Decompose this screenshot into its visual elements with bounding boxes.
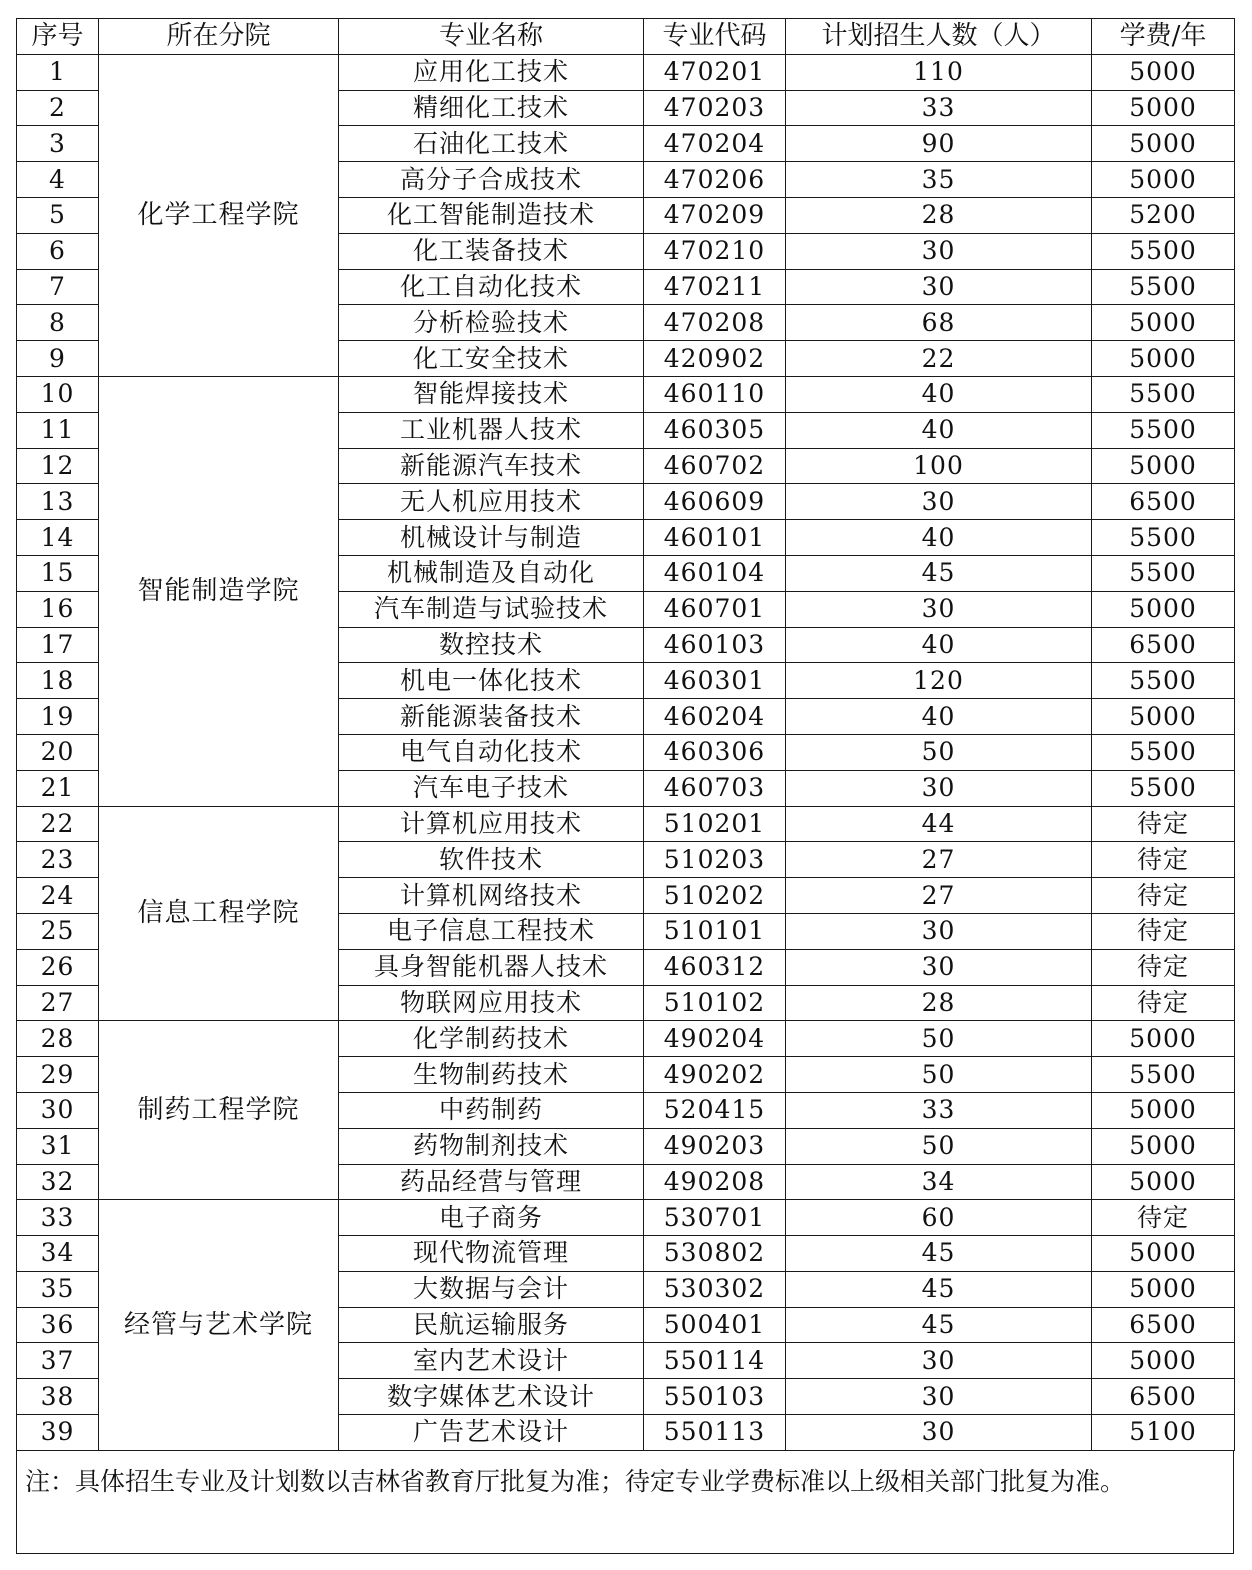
major-name: 智能焊接技术 bbox=[339, 376, 644, 412]
tuition-fee: 5500 bbox=[1092, 269, 1235, 305]
row-seq: 35 bbox=[17, 1271, 99, 1307]
major-name: 汽车电子技术 bbox=[339, 770, 644, 806]
major-name: 现代物流管理 bbox=[339, 1236, 644, 1272]
major-name: 室内艺术设计 bbox=[339, 1343, 644, 1379]
plan-count: 40 bbox=[786, 627, 1092, 663]
row-seq: 25 bbox=[17, 913, 99, 949]
major-name: 药物制剂技术 bbox=[339, 1128, 644, 1164]
major-name: 化工安全技术 bbox=[339, 341, 644, 377]
plan-count: 33 bbox=[786, 1092, 1092, 1128]
major-name: 新能源装备技术 bbox=[339, 699, 644, 735]
plan-count: 35 bbox=[786, 162, 1092, 198]
major-code: 460204 bbox=[644, 699, 786, 735]
major-name: 电子商务 bbox=[339, 1200, 644, 1236]
major-name: 大数据与会计 bbox=[339, 1271, 644, 1307]
college-name: 信息工程学院 bbox=[99, 806, 339, 1021]
tuition-fee: 5500 bbox=[1092, 376, 1235, 412]
major-code: 460103 bbox=[644, 627, 786, 663]
row-seq: 4 bbox=[17, 162, 99, 198]
tuition-fee: 5500 bbox=[1092, 1057, 1235, 1093]
header-plan: 计划招生人数（人） bbox=[786, 19, 1092, 55]
row-seq: 9 bbox=[17, 341, 99, 377]
major-code: 470201 bbox=[644, 54, 786, 90]
major-code: 550113 bbox=[644, 1415, 786, 1451]
tuition-fee: 5200 bbox=[1092, 197, 1235, 233]
header-fee: 学费/年 bbox=[1092, 19, 1235, 55]
tuition-fee: 5500 bbox=[1092, 734, 1235, 770]
plan-count: 40 bbox=[786, 520, 1092, 556]
row-seq: 19 bbox=[17, 699, 99, 735]
table-row bbox=[17, 54, 1235, 90]
major-name: 电子信息工程技术 bbox=[339, 913, 644, 949]
tuition-fee: 5500 bbox=[1092, 663, 1235, 699]
tuition-fee: 5000 bbox=[1092, 699, 1235, 735]
plan-count: 110 bbox=[786, 54, 1092, 90]
major-name: 高分子合成技术 bbox=[339, 162, 644, 198]
major-name: 具身智能机器人技术 bbox=[339, 949, 644, 985]
header-major: 专业名称 bbox=[339, 19, 644, 55]
plan-count: 34 bbox=[786, 1164, 1092, 1200]
footnote: 注：具体招生专业及计划数以吉林省教育厅批复为准；待定专业学费标准以上级相关部门批复为准。 bbox=[16, 1451, 1234, 1554]
plan-count: 30 bbox=[786, 1343, 1092, 1379]
plan-count: 50 bbox=[786, 1128, 1092, 1164]
tuition-fee: 5000 bbox=[1092, 1343, 1235, 1379]
row-seq: 1 bbox=[17, 54, 99, 90]
tuition-fee: 5000 bbox=[1092, 305, 1235, 341]
major-name: 计算机应用技术 bbox=[339, 806, 644, 842]
row-seq: 12 bbox=[17, 448, 99, 484]
plan-count: 50 bbox=[786, 734, 1092, 770]
plan-count: 27 bbox=[786, 842, 1092, 878]
row-seq: 15 bbox=[17, 555, 99, 591]
plan-count: 33 bbox=[786, 90, 1092, 126]
plan-count: 40 bbox=[786, 376, 1092, 412]
major-name: 电气自动化技术 bbox=[339, 734, 644, 770]
major-name: 精细化工技术 bbox=[339, 90, 644, 126]
plan-count: 30 bbox=[786, 484, 1092, 520]
header-college: 所在分院 bbox=[99, 19, 339, 55]
row-seq: 26 bbox=[17, 949, 99, 985]
tuition-fee: 5000 bbox=[1092, 162, 1235, 198]
tuition-fee: 6500 bbox=[1092, 484, 1235, 520]
row-seq: 28 bbox=[17, 1021, 99, 1057]
table-header-row bbox=[17, 19, 1235, 55]
major-code: 460306 bbox=[644, 734, 786, 770]
tuition-fee: 5500 bbox=[1092, 412, 1235, 448]
major-name: 分析检验技术 bbox=[339, 305, 644, 341]
major-name: 无人机应用技术 bbox=[339, 484, 644, 520]
row-seq: 3 bbox=[17, 126, 99, 162]
plan-count: 120 bbox=[786, 663, 1092, 699]
table-row bbox=[17, 1200, 1235, 1236]
row-seq: 23 bbox=[17, 842, 99, 878]
major-name: 物联网应用技术 bbox=[339, 985, 644, 1021]
tuition-fee: 待定 bbox=[1092, 913, 1235, 949]
enrollment-plan-sheet bbox=[16, 18, 1234, 1554]
tuition-fee: 5000 bbox=[1092, 1128, 1235, 1164]
plan-count: 50 bbox=[786, 1021, 1092, 1057]
tuition-fee: 5000 bbox=[1092, 54, 1235, 90]
plan-count: 22 bbox=[786, 341, 1092, 377]
plan-count: 40 bbox=[786, 699, 1092, 735]
major-code: 490202 bbox=[644, 1057, 786, 1093]
plan-count: 30 bbox=[786, 913, 1092, 949]
major-name: 石油化工技术 bbox=[339, 126, 644, 162]
tuition-fee: 5500 bbox=[1092, 555, 1235, 591]
plan-count: 45 bbox=[786, 1236, 1092, 1272]
major-code: 470210 bbox=[644, 233, 786, 269]
table-row bbox=[17, 376, 1235, 412]
major-code: 460609 bbox=[644, 484, 786, 520]
major-code: 510102 bbox=[644, 985, 786, 1021]
tuition-fee: 6500 bbox=[1092, 1379, 1235, 1415]
row-seq: 33 bbox=[17, 1200, 99, 1236]
tuition-fee: 5500 bbox=[1092, 520, 1235, 556]
tuition-fee: 5000 bbox=[1092, 1236, 1235, 1272]
major-name: 机电一体化技术 bbox=[339, 663, 644, 699]
tuition-fee: 5000 bbox=[1092, 1164, 1235, 1200]
tuition-fee: 待定 bbox=[1092, 806, 1235, 842]
plan-count: 45 bbox=[786, 555, 1092, 591]
major-name: 工业机器人技术 bbox=[339, 412, 644, 448]
row-seq: 11 bbox=[17, 412, 99, 448]
major-code: 460703 bbox=[644, 770, 786, 806]
major-name: 化学制药技术 bbox=[339, 1021, 644, 1057]
plan-count: 30 bbox=[786, 949, 1092, 985]
plan-count: 30 bbox=[786, 1379, 1092, 1415]
plan-count: 28 bbox=[786, 197, 1092, 233]
row-seq: 8 bbox=[17, 305, 99, 341]
major-name: 计算机网络技术 bbox=[339, 878, 644, 914]
row-seq: 2 bbox=[17, 90, 99, 126]
plan-count: 50 bbox=[786, 1057, 1092, 1093]
plan-count: 30 bbox=[786, 1415, 1092, 1451]
major-name: 新能源汽车技术 bbox=[339, 448, 644, 484]
plan-count: 60 bbox=[786, 1200, 1092, 1236]
row-seq: 31 bbox=[17, 1128, 99, 1164]
tuition-fee: 5100 bbox=[1092, 1415, 1235, 1451]
college-name: 经管与艺术学院 bbox=[99, 1200, 339, 1451]
major-name: 汽车制造与试验技术 bbox=[339, 591, 644, 627]
plan-count: 45 bbox=[786, 1307, 1092, 1343]
major-code: 470208 bbox=[644, 305, 786, 341]
tuition-fee: 5000 bbox=[1092, 341, 1235, 377]
plan-count: 30 bbox=[786, 770, 1092, 806]
plan-count: 30 bbox=[786, 233, 1092, 269]
major-code: 470209 bbox=[644, 197, 786, 233]
major-code: 460104 bbox=[644, 555, 786, 591]
row-seq: 22 bbox=[17, 806, 99, 842]
major-code: 530701 bbox=[644, 1200, 786, 1236]
header-seq: 序号 bbox=[17, 19, 99, 55]
row-seq: 34 bbox=[17, 1236, 99, 1272]
plan-count: 30 bbox=[786, 591, 1092, 627]
plan-count: 90 bbox=[786, 126, 1092, 162]
row-seq: 10 bbox=[17, 376, 99, 412]
enrollment-table bbox=[16, 18, 1235, 1451]
row-seq: 32 bbox=[17, 1164, 99, 1200]
tuition-fee: 5000 bbox=[1092, 126, 1235, 162]
major-code: 470204 bbox=[644, 126, 786, 162]
major-code: 460101 bbox=[644, 520, 786, 556]
plan-count: 40 bbox=[786, 412, 1092, 448]
major-code: 490204 bbox=[644, 1021, 786, 1057]
row-seq: 16 bbox=[17, 591, 99, 627]
table-row bbox=[17, 1021, 1235, 1057]
tuition-fee: 5000 bbox=[1092, 1092, 1235, 1128]
major-name: 民航运输服务 bbox=[339, 1307, 644, 1343]
major-name: 化工自动化技术 bbox=[339, 269, 644, 305]
tuition-fee: 6500 bbox=[1092, 627, 1235, 663]
major-code: 510202 bbox=[644, 878, 786, 914]
major-code: 530802 bbox=[644, 1236, 786, 1272]
plan-count: 27 bbox=[786, 878, 1092, 914]
plan-count: 100 bbox=[786, 448, 1092, 484]
row-seq: 18 bbox=[17, 663, 99, 699]
major-code: 510101 bbox=[644, 913, 786, 949]
row-seq: 24 bbox=[17, 878, 99, 914]
row-seq: 37 bbox=[17, 1343, 99, 1379]
major-code: 460701 bbox=[644, 591, 786, 627]
major-code: 550114 bbox=[644, 1343, 786, 1379]
college-name: 制药工程学院 bbox=[99, 1021, 339, 1200]
major-name: 机械设计与制造 bbox=[339, 520, 644, 556]
tuition-fee: 6500 bbox=[1092, 1307, 1235, 1343]
row-seq: 20 bbox=[17, 734, 99, 770]
table-row bbox=[17, 806, 1235, 842]
major-name: 应用化工技术 bbox=[339, 54, 644, 90]
major-code: 460301 bbox=[644, 663, 786, 699]
row-seq: 13 bbox=[17, 484, 99, 520]
major-code: 550103 bbox=[644, 1379, 786, 1415]
tuition-fee: 5000 bbox=[1092, 448, 1235, 484]
major-code: 510201 bbox=[644, 806, 786, 842]
major-name: 数字媒体艺术设计 bbox=[339, 1379, 644, 1415]
tuition-fee: 5000 bbox=[1092, 1021, 1235, 1057]
major-name: 广告艺术设计 bbox=[339, 1415, 644, 1451]
row-seq: 14 bbox=[17, 520, 99, 556]
major-code: 470203 bbox=[644, 90, 786, 126]
major-code: 500401 bbox=[644, 1307, 786, 1343]
plan-count: 44 bbox=[786, 806, 1092, 842]
major-code: 460702 bbox=[644, 448, 786, 484]
major-name: 机械制造及自动化 bbox=[339, 555, 644, 591]
tuition-fee: 待定 bbox=[1092, 949, 1235, 985]
major-code: 510203 bbox=[644, 842, 786, 878]
major-code: 460110 bbox=[644, 376, 786, 412]
plan-count: 45 bbox=[786, 1271, 1092, 1307]
plan-count: 28 bbox=[786, 985, 1092, 1021]
row-seq: 39 bbox=[17, 1415, 99, 1451]
row-seq: 30 bbox=[17, 1092, 99, 1128]
plan-count: 68 bbox=[786, 305, 1092, 341]
row-seq: 36 bbox=[17, 1307, 99, 1343]
row-seq: 27 bbox=[17, 985, 99, 1021]
major-code: 490203 bbox=[644, 1128, 786, 1164]
tuition-fee: 5000 bbox=[1092, 1271, 1235, 1307]
tuition-fee: 待定 bbox=[1092, 1200, 1235, 1236]
major-name: 软件技术 bbox=[339, 842, 644, 878]
major-name: 中药制药 bbox=[339, 1092, 644, 1128]
major-name: 数控技术 bbox=[339, 627, 644, 663]
tuition-fee: 待定 bbox=[1092, 878, 1235, 914]
major-code: 460305 bbox=[644, 412, 786, 448]
tuition-fee: 5000 bbox=[1092, 591, 1235, 627]
row-seq: 6 bbox=[17, 233, 99, 269]
tuition-fee: 5500 bbox=[1092, 233, 1235, 269]
tuition-fee: 待定 bbox=[1092, 985, 1235, 1021]
tuition-fee: 5000 bbox=[1092, 90, 1235, 126]
major-code: 460312 bbox=[644, 949, 786, 985]
major-code: 520415 bbox=[644, 1092, 786, 1128]
major-name: 药品经营与管理 bbox=[339, 1164, 644, 1200]
row-seq: 38 bbox=[17, 1379, 99, 1415]
major-code: 470206 bbox=[644, 162, 786, 198]
header-code: 专业代码 bbox=[644, 19, 786, 55]
major-code: 470211 bbox=[644, 269, 786, 305]
row-seq: 5 bbox=[17, 197, 99, 233]
major-code: 420902 bbox=[644, 341, 786, 377]
plan-count: 30 bbox=[786, 269, 1092, 305]
row-seq: 7 bbox=[17, 269, 99, 305]
major-code: 490208 bbox=[644, 1164, 786, 1200]
table-body bbox=[17, 54, 1235, 1450]
major-name: 化工装备技术 bbox=[339, 233, 644, 269]
row-seq: 29 bbox=[17, 1057, 99, 1093]
college-name: 化学工程学院 bbox=[99, 54, 339, 376]
college-name: 智能制造学院 bbox=[99, 376, 339, 806]
tuition-fee: 5500 bbox=[1092, 770, 1235, 806]
tuition-fee: 待定 bbox=[1092, 842, 1235, 878]
row-seq: 17 bbox=[17, 627, 99, 663]
row-seq: 21 bbox=[17, 770, 99, 806]
major-name: 化工智能制造技术 bbox=[339, 197, 644, 233]
major-name: 生物制药技术 bbox=[339, 1057, 644, 1093]
major-code: 530302 bbox=[644, 1271, 786, 1307]
